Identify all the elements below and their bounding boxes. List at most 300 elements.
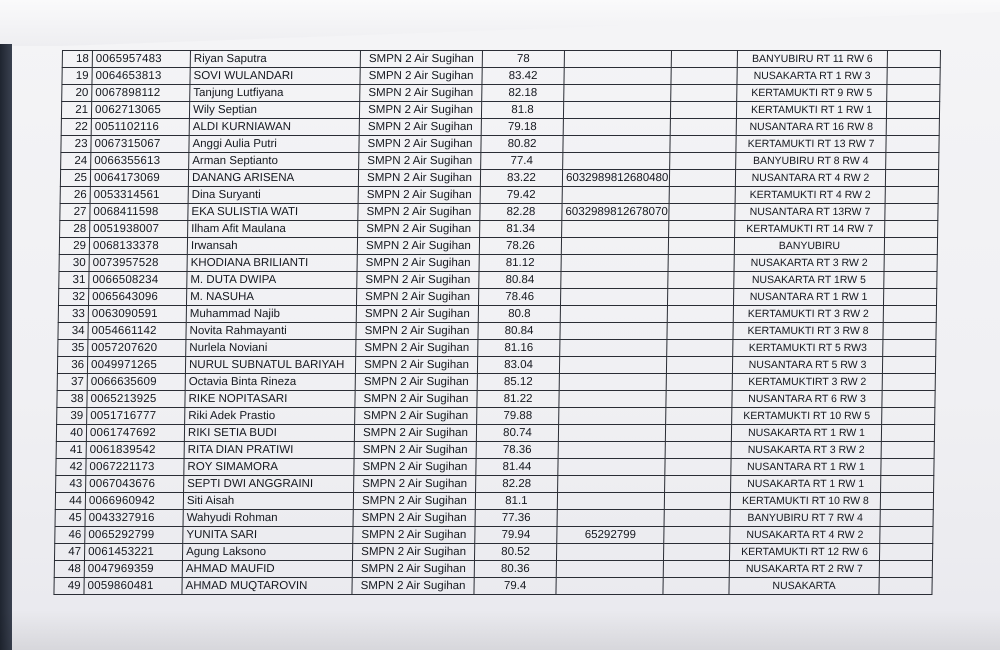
row-number: 18	[62, 51, 92, 68]
blank-cell	[671, 68, 737, 85]
student-id: 0061839542	[86, 442, 184, 459]
student-id: 0051938007	[90, 221, 188, 238]
school-name: SMPN 2 Air Sugihan	[353, 510, 475, 527]
school-name: SMPN 2 Air Sugihan	[352, 544, 474, 561]
student-id: 0064173069	[90, 170, 188, 187]
score: 80.52	[474, 544, 556, 561]
table-row	[62, 68, 940, 85]
student-id: 0054661142	[88, 323, 186, 340]
address: NUSAKARTA RT 1RW 5	[734, 272, 884, 289]
row-number: 32	[58, 289, 88, 306]
account-number	[560, 340, 667, 357]
school-name: SMPN 2 Air Sugihan	[360, 68, 482, 85]
paper-shadow	[0, 610, 1000, 650]
student-id: 0068411598	[90, 204, 188, 221]
address: NUSANTARA RT 1 RW 1	[733, 289, 883, 306]
address: NUSAKARTA RT 3 RW 2	[731, 442, 881, 459]
account-number	[562, 221, 669, 238]
blank-cell	[881, 476, 934, 493]
blank-cell	[664, 493, 730, 510]
row-number: 22	[61, 119, 91, 136]
school-name: SMPN 2 Air Sugihan	[352, 561, 474, 578]
row-number: 23	[61, 136, 91, 153]
account-number	[557, 510, 664, 527]
table-row	[54, 544, 932, 561]
student-id: 0066960942	[85, 493, 183, 510]
blank-cell	[669, 170, 735, 187]
account-number	[560, 306, 667, 323]
blank-cell	[880, 493, 933, 510]
student-name: EKA SULISTIA WATI	[188, 204, 358, 221]
student-id: 0053314561	[90, 187, 188, 204]
school-name: SMPN 2 Air Sugihan	[356, 306, 478, 323]
row-number: 20	[62, 85, 92, 102]
table-row	[61, 153, 939, 170]
student-id: 0065957483	[92, 51, 190, 68]
student-name: Siti Aisah	[183, 493, 353, 510]
row-number: 33	[58, 306, 88, 323]
account-number: 6032989812680480	[562, 170, 669, 187]
account-number	[562, 187, 669, 204]
score: 79.88	[477, 408, 559, 425]
student-roster-table	[53, 50, 941, 595]
address: KERTAMUKTI RT 13 RW 7	[736, 136, 886, 153]
student-name: YUNITA SARI	[183, 527, 353, 544]
student-name: RITA DIAN PRATIWI	[184, 442, 354, 459]
address: NUSAKARTA RT 1 RW 1	[731, 476, 881, 493]
row-number: 34	[58, 323, 88, 340]
blank-cell	[886, 136, 939, 153]
table-row	[56, 425, 934, 442]
row-number: 24	[61, 153, 91, 170]
blank-cell	[886, 153, 939, 170]
school-name: SMPN 2 Air Sugihan	[357, 238, 479, 255]
table-row	[59, 272, 937, 289]
table-row	[57, 408, 935, 425]
blank-cell	[669, 187, 735, 204]
row-number: 43	[56, 476, 86, 493]
school-name: SMPN 2 Air Sugihan	[354, 442, 476, 459]
school-name: SMPN 2 Air Sugihan	[360, 85, 482, 102]
school-name: SMPN 2 Air Sugihan	[359, 136, 481, 153]
blank-cell	[882, 357, 935, 374]
school-name: SMPN 2 Air Sugihan	[354, 425, 476, 442]
row-number: 30	[59, 255, 89, 272]
blank-cell	[663, 561, 729, 578]
address: NUSANTARA RT 1 RW 1	[731, 459, 881, 476]
table-row	[54, 578, 932, 595]
student-name: ALDI KURNIAWAN	[189, 119, 359, 136]
blank-cell	[881, 442, 934, 459]
score: 82.28	[476, 476, 558, 493]
student-id: 0067043676	[86, 476, 184, 493]
table-row	[62, 85, 940, 102]
row-number: 26	[60, 187, 90, 204]
score: 81.44	[476, 459, 558, 476]
blank-cell	[884, 255, 937, 272]
student-name: Irwansah	[187, 238, 357, 255]
score: 81.8	[481, 102, 563, 119]
school-name: SMPN 2 Air Sugihan	[360, 51, 482, 68]
account-number	[556, 578, 663, 595]
blank-cell	[887, 51, 940, 68]
score: 77.4	[481, 153, 563, 170]
row-number: 25	[60, 170, 90, 187]
student-id: 0068133378	[89, 238, 187, 255]
blank-cell	[883, 340, 936, 357]
table-row	[60, 170, 938, 187]
blank-cell	[882, 408, 935, 425]
blank-cell	[665, 476, 731, 493]
school-name: SMPN 2 Air Sugihan	[353, 527, 475, 544]
blank-cell	[667, 340, 733, 357]
address: NUSANTARA RT 16 RW 8	[736, 119, 886, 136]
blank-cell	[883, 323, 936, 340]
school-name: SMPN 2 Air Sugihan	[358, 221, 480, 238]
blank-cell	[885, 187, 938, 204]
student-id: 0073957528	[89, 255, 187, 272]
row-number: 40	[56, 425, 86, 442]
student-name: Wily Septian	[189, 102, 359, 119]
table-row	[58, 323, 936, 340]
blank-cell	[671, 51, 737, 68]
address: KERTAMUKTI RT 1 RW 1	[736, 102, 886, 119]
row-number: 47	[54, 544, 84, 561]
row-number: 35	[58, 340, 88, 357]
school-name: SMPN 2 Air Sugihan	[355, 374, 477, 391]
table-row	[58, 340, 936, 357]
student-name: DANANG ARISENA	[188, 170, 358, 187]
student-id: 0067898112	[92, 85, 190, 102]
row-number: 19	[62, 68, 92, 85]
blank-cell	[668, 272, 734, 289]
student-name: Riki Adek Prastio	[185, 408, 355, 425]
address: KERTAMUKTI RT 3 RW 2	[733, 306, 883, 323]
blank-cell	[885, 170, 938, 187]
student-name: Tanjung Lutfiyana	[190, 85, 360, 102]
blank-cell	[667, 323, 733, 340]
student-id: 0066355613	[91, 153, 189, 170]
score: 82.18	[482, 85, 564, 102]
student-id: 0067315067	[91, 136, 189, 153]
account-number	[559, 357, 666, 374]
student-id: 0065213925	[87, 391, 185, 408]
student-id: 0049971265	[87, 357, 185, 374]
student-name: KHODIANA BRILIANTI	[187, 255, 357, 272]
student-name: Octavia Binta Rineza	[185, 374, 355, 391]
account-number	[559, 374, 666, 391]
student-name: SEPTI DWI ANGGRAINI	[184, 476, 354, 493]
blank-cell	[663, 544, 729, 561]
blank-cell	[880, 510, 933, 527]
blank-cell	[670, 153, 736, 170]
student-name: RIKI SETIA BUDI	[184, 425, 354, 442]
address: KERTAMUKTI RT 10 RW 8	[730, 493, 880, 510]
row-number: 48	[54, 561, 84, 578]
student-id: 0066508234	[89, 272, 187, 289]
blank-cell	[663, 578, 729, 595]
account-number	[561, 272, 668, 289]
blank-cell	[665, 442, 731, 459]
student-name: Arman Septianto	[189, 153, 359, 170]
address: KERTAMUKTI RT 12 RW 6	[729, 544, 879, 561]
student-name: Agung Laksono	[182, 544, 352, 561]
blank-cell	[883, 289, 936, 306]
score: 79.4	[474, 578, 556, 595]
school-name: SMPN 2 Air Sugihan	[357, 272, 479, 289]
blank-cell	[887, 85, 940, 102]
student-name: ROY SIMAMORA	[184, 459, 354, 476]
blank-cell	[670, 119, 736, 136]
account-number	[563, 102, 670, 119]
student-name: M. NASUHA	[186, 289, 356, 306]
blank-cell	[666, 391, 732, 408]
school-name: SMPN 2 Air Sugihan	[358, 170, 480, 187]
school-name: SMPN 2 Air Sugihan	[356, 323, 478, 340]
table-row	[60, 221, 938, 238]
account-number	[564, 68, 671, 85]
score: 80.84	[478, 323, 560, 340]
account-number	[561, 238, 668, 255]
score: 81.16	[478, 340, 560, 357]
school-name: SMPN 2 Air Sugihan	[358, 187, 480, 204]
row-number: 45	[55, 510, 85, 527]
score: 78	[482, 51, 564, 68]
student-id: 0064653813	[92, 68, 190, 85]
address: NUSANTARA RT 6 RW 3	[732, 391, 882, 408]
row-number: 37	[57, 374, 87, 391]
blank-cell	[667, 289, 733, 306]
address: NUSAKARTA	[729, 578, 879, 595]
address: KERTAMUKTI RT 5 RW3	[733, 340, 883, 357]
account-number	[563, 119, 670, 136]
table-row	[60, 187, 938, 204]
account-number	[558, 442, 665, 459]
address: BANYUBIRU	[734, 238, 884, 255]
student-name: Dina Suryanti	[188, 187, 358, 204]
account-number	[563, 136, 670, 153]
blank-cell	[882, 374, 935, 391]
student-id: 0066635609	[87, 374, 185, 391]
account-number	[563, 153, 670, 170]
blank-cell	[882, 391, 935, 408]
student-name: Riyan Saputra	[190, 51, 360, 68]
student-name: M. DUTA DWIPA	[187, 272, 357, 289]
blank-cell	[883, 306, 936, 323]
account-number	[558, 459, 665, 476]
blank-cell	[880, 527, 933, 544]
address: KERTAMUKTI RT 3 RW 8	[733, 323, 883, 340]
row-number: 31	[59, 272, 89, 289]
blank-cell	[668, 255, 734, 272]
row-number: 42	[56, 459, 86, 476]
table-row	[61, 119, 939, 136]
address: KERTAMUKTI RT 10 RW 5	[732, 408, 882, 425]
student-name: Nurlela Noviani	[186, 340, 356, 357]
score: 83.42	[482, 68, 564, 85]
score: 85.12	[477, 374, 559, 391]
school-name: SMPN 2 Air Sugihan	[356, 289, 478, 306]
table-row	[56, 476, 934, 493]
address: NUSAKARTA RT 3 RW 2	[734, 255, 884, 272]
student-name: NURUL SUBNATUL BARIYAH	[185, 357, 355, 374]
account-number	[560, 323, 667, 340]
blank-cell	[666, 408, 732, 425]
table-row	[59, 238, 937, 255]
score: 80.84	[479, 272, 561, 289]
roster-body	[54, 51, 941, 595]
account-number	[561, 255, 668, 272]
row-number: 39	[57, 408, 87, 425]
student-id: 0065643096	[88, 289, 186, 306]
table-row	[59, 255, 937, 272]
account-number	[559, 408, 666, 425]
account-number	[558, 476, 665, 493]
account-number	[556, 544, 663, 561]
row-number: 28	[60, 221, 90, 238]
student-id: 0061747692	[86, 425, 184, 442]
school-name: SMPN 2 Air Sugihan	[358, 204, 480, 221]
school-name: SMPN 2 Air Sugihan	[357, 255, 479, 272]
school-name: SMPN 2 Air Sugihan	[355, 391, 477, 408]
student-id: 0067221173	[86, 459, 184, 476]
address: NUSAKARTA RT 1 RW 3	[737, 68, 887, 85]
student-name: Novita Rahmayanti	[186, 323, 356, 340]
blank-cell	[665, 459, 731, 476]
student-name: SOVI WULANDARI	[190, 68, 360, 85]
account-number	[558, 425, 665, 442]
account-number	[564, 51, 671, 68]
address: BANYUBIRU RT 11 RW 6	[737, 51, 887, 68]
blank-cell	[881, 459, 934, 476]
table-row	[60, 204, 938, 221]
address: NUSANTARA RT 5 RW 3	[732, 357, 882, 374]
blank-cell	[670, 136, 736, 153]
student-id: 0062713065	[91, 102, 189, 119]
blank-cell	[879, 561, 932, 578]
score: 77.36	[475, 510, 557, 527]
row-number: 21	[61, 102, 91, 119]
blank-cell	[667, 306, 733, 323]
table-row	[55, 493, 933, 510]
table-row	[56, 459, 934, 476]
address: BANYUBIRU RT 7 RW 4	[730, 510, 880, 527]
student-id: 0061453221	[84, 544, 182, 561]
school-name: SMPN 2 Air Sugihan	[354, 476, 476, 493]
score: 83.04	[477, 357, 559, 374]
table-row	[57, 357, 935, 374]
blank-cell	[886, 119, 939, 136]
school-name: SMPN 2 Air Sugihan	[355, 357, 477, 374]
blank-cell	[881, 425, 934, 442]
student-name: RIKE NOPITASARI	[185, 391, 355, 408]
row-number: 46	[55, 527, 85, 544]
account-number	[559, 391, 666, 408]
student-id: 0051716777	[87, 408, 185, 425]
score: 80.36	[474, 561, 556, 578]
background-edge	[0, 44, 12, 650]
student-name: Anggi Aulia Putri	[189, 136, 359, 153]
score: 81.34	[480, 221, 562, 238]
blank-cell	[664, 510, 730, 527]
account-number	[556, 561, 663, 578]
table-row	[58, 306, 936, 323]
school-name: SMPN 2 Air Sugihan	[352, 578, 474, 595]
blank-cell	[884, 272, 937, 289]
address: NUSANTARA RT 13RW 7	[735, 204, 885, 221]
blank-cell	[879, 578, 932, 595]
row-number: 36	[57, 357, 87, 374]
school-name: SMPN 2 Air Sugihan	[359, 102, 481, 119]
table-row	[57, 374, 935, 391]
score: 80.8	[478, 306, 560, 323]
address: NUSAKARTA RT 1 RW 1	[731, 425, 881, 442]
school-name: SMPN 2 Air Sugihan	[359, 153, 481, 170]
row-number: 41	[56, 442, 86, 459]
blank-cell	[887, 68, 940, 85]
student-id: 0051102116	[91, 119, 189, 136]
student-name: Wahyudi Rohman	[183, 510, 353, 527]
table-row	[61, 136, 939, 153]
score: 79.42	[480, 187, 562, 204]
blank-cell	[664, 527, 730, 544]
table-row	[54, 561, 932, 578]
student-id: 0059860481	[84, 578, 182, 595]
student-id: 0057207620	[88, 340, 186, 357]
table-row	[57, 391, 935, 408]
table-row	[55, 510, 933, 527]
table-row	[62, 51, 940, 68]
student-name: AHMAD MUQTAROVIN	[182, 578, 352, 595]
school-name: SMPN 2 Air Sugihan	[355, 408, 477, 425]
account-number	[557, 493, 664, 510]
blank-cell	[670, 102, 736, 119]
blank-cell	[666, 374, 732, 391]
account-number: 6032989812678070	[562, 204, 669, 221]
score: 80.74	[476, 425, 558, 442]
row-number: 49	[54, 578, 84, 595]
table-row	[56, 442, 934, 459]
score: 79.18	[481, 119, 563, 136]
score: 80.82	[481, 136, 563, 153]
blank-cell	[669, 221, 735, 238]
blank-cell	[885, 221, 938, 238]
blank-cell	[671, 85, 737, 102]
address: KERTAMUKTI RT 4 RW 2	[735, 187, 885, 204]
row-number: 38	[57, 391, 87, 408]
student-name: Muhammad Najib	[186, 306, 356, 323]
score: 78.46	[478, 289, 560, 306]
blank-cell	[884, 238, 937, 255]
blank-cell	[879, 544, 932, 561]
address: NUSAKARTA RT 4 RW 2	[730, 527, 880, 544]
score: 79.94	[475, 527, 557, 544]
score: 78.36	[476, 442, 558, 459]
row-number: 27	[60, 204, 90, 221]
account-number	[560, 289, 667, 306]
score: 78.26	[479, 238, 561, 255]
blank-cell	[669, 204, 735, 221]
student-id: 0047969359	[84, 561, 182, 578]
account-number: 65292799	[557, 527, 664, 544]
blank-cell	[666, 357, 732, 374]
blank-cell	[885, 204, 938, 221]
school-name: SMPN 2 Air Sugihan	[356, 340, 478, 357]
student-name: AHMAD MAUFID	[182, 561, 352, 578]
row-number: 29	[59, 238, 89, 255]
student-id: 0063090591	[88, 306, 186, 323]
score: 83.22	[480, 170, 562, 187]
